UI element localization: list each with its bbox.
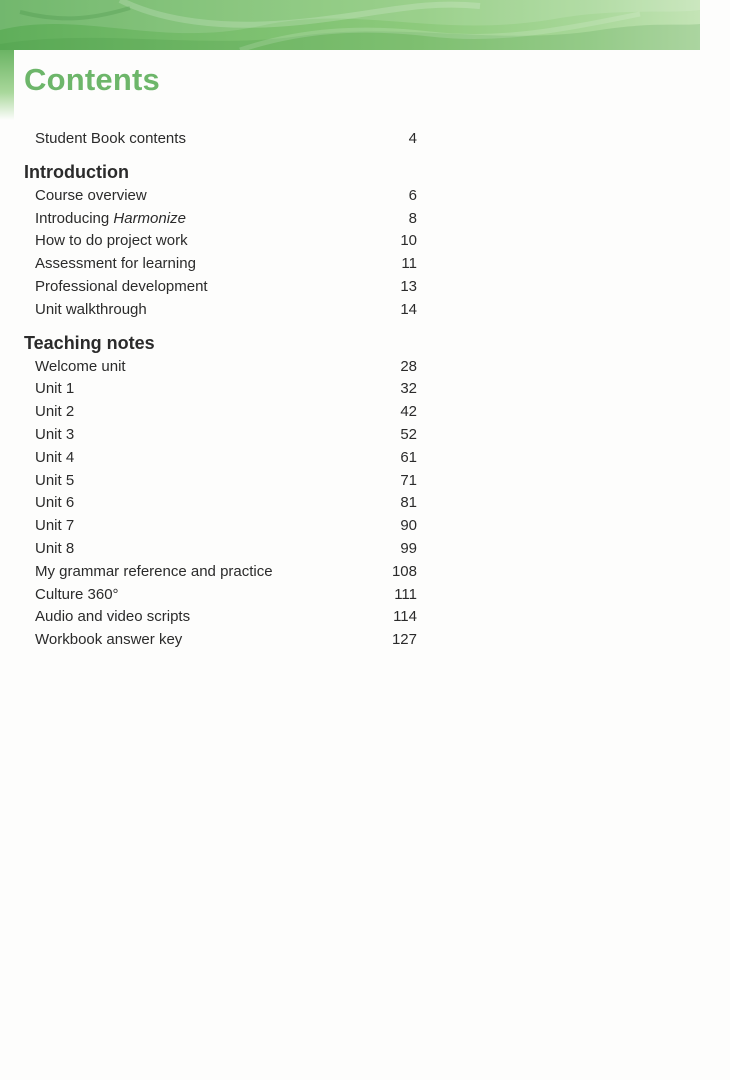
toc-entry-label: Professional development	[35, 277, 208, 295]
toc-entry-label: Assessment for learning	[35, 255, 196, 273]
toc-entry-page: 32	[400, 380, 417, 398]
toc-entry-page: 81	[400, 494, 417, 512]
toc-entry-page: 127	[391, 631, 417, 649]
toc-entry-page: 52	[400, 425, 417, 443]
toc-entry-page: 14	[400, 300, 417, 318]
toc-entry[interactable]	[0, 253, 730, 276]
toc-entry-page: 99	[400, 539, 417, 557]
toc-entry-label: Unit walkthrough	[35, 300, 147, 318]
toc-entry-label-prefix: Introducing	[35, 209, 114, 227]
section-heading-teaching-notes: Teaching notes	[24, 332, 155, 353]
toc-entry[interactable]	[0, 424, 730, 447]
page-title: Contents	[24, 62, 160, 97]
toc-entry[interactable]	[0, 515, 730, 538]
toc-entry-label: Culture 360°	[35, 585, 119, 603]
toc-entry[interactable]	[0, 492, 730, 515]
section-heading-introduction: Introduction	[24, 161, 129, 182]
side-accent-bar	[0, 50, 14, 120]
toc-entry[interactable]	[0, 230, 730, 253]
toc-entry-label: Course overview	[35, 186, 147, 204]
toc-entry-label: Unit 2	[35, 403, 75, 421]
toc-entry-page: 42	[400, 403, 417, 421]
toc-entry-page: 114	[393, 608, 417, 626]
toc-entry-page: 108	[391, 562, 417, 580]
toc-entry-label: Unit 5	[35, 471, 75, 489]
toc-entry-page: 6	[408, 186, 417, 204]
table-of-contents	[0, 128, 730, 652]
toc-entry-label: Welcome unit	[35, 357, 126, 375]
toc-entry[interactable]	[0, 299, 730, 322]
toc-entry[interactable]	[0, 538, 730, 561]
toc-entry[interactable]	[0, 447, 730, 470]
toc-entry-page: 13	[400, 277, 417, 295]
toc-entry-page: 8	[408, 209, 417, 227]
toc-entry[interactable]	[0, 401, 730, 424]
toc-entry-page: 61	[400, 448, 417, 466]
toc-entry-student-book-contents[interactable]	[0, 128, 730, 151]
toc-entry-label	[35, 208, 186, 231]
toc-entry-label: Unit 3	[35, 425, 75, 443]
decorative-banner	[0, 0, 700, 50]
toc-entry-label: Unit 4	[35, 448, 75, 466]
toc-entry-label: Unit 8	[35, 539, 75, 557]
toc-entry-page: 71	[400, 471, 417, 489]
toc-entry-label: My grammar reference and practice	[35, 562, 273, 580]
toc-entry-page: 11	[401, 255, 417, 273]
toc-entry[interactable]	[0, 378, 730, 401]
toc-entry-label: How to do project work	[35, 232, 188, 250]
toc-entry-label: Unit 1	[35, 380, 75, 398]
toc-entry-page: 4	[408, 130, 417, 147]
toc-entry-label: Student Book contents	[35, 130, 186, 147]
toc-entry[interactable]	[0, 185, 730, 208]
toc-entry-page: 28	[400, 357, 417, 375]
swirl-pattern	[0, 0, 700, 50]
toc-entry-page: 90	[400, 517, 417, 535]
toc-entry-page: 10	[400, 232, 417, 250]
toc-entry[interactable]	[0, 561, 730, 584]
toc-entry[interactable]	[0, 606, 730, 629]
toc-entry-label: Unit 7	[35, 517, 75, 535]
toc-entry[interactable]	[0, 629, 730, 652]
toc-entry[interactable]	[0, 470, 730, 493]
toc-entry[interactable]	[0, 208, 730, 231]
toc-entry-label: Audio and video scripts	[35, 608, 191, 626]
toc-entry[interactable]	[0, 276, 730, 299]
toc-entry-label: Workbook answer key	[35, 631, 183, 649]
toc-entry[interactable]	[0, 584, 730, 607]
toc-entry-label: Unit 6	[35, 494, 75, 512]
toc-entry[interactable]	[0, 356, 730, 379]
toc-entry-label-italic: Harmonize	[113, 209, 186, 227]
toc-entry-page: 111	[394, 585, 417, 603]
